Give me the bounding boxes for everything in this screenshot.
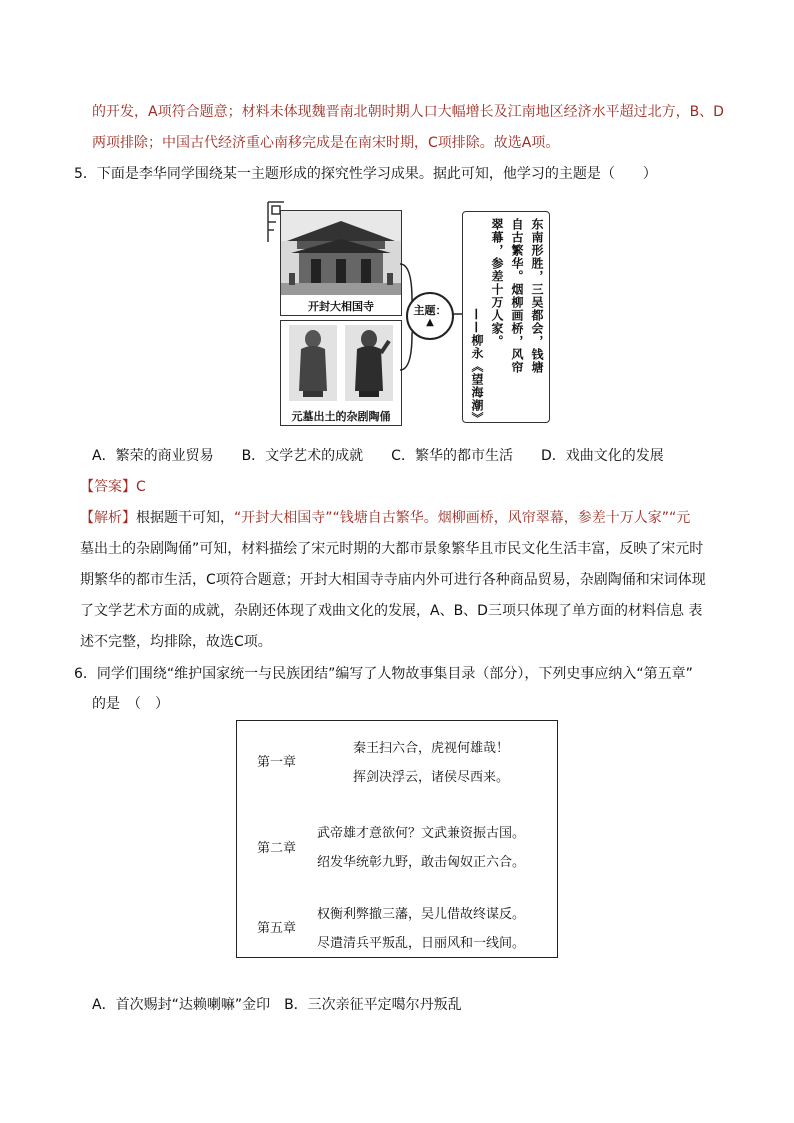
- q5-analysis-line-5: 述不完整，均排除，故选C项。: [80, 634, 272, 650]
- chapter-1-title: 第一章: [257, 755, 297, 770]
- chapter-5-line-1: 权衡利弊撤三藩，吴儿借故终谋反。: [317, 907, 526, 922]
- analysis-quote: “开封大相国寺”“钱塘自古繁华。烟柳画桥，风帘翠幕，参差十万人家”“元: [234, 510, 691, 526]
- figurine-caption: 元墓出土的杂剧陶俑: [291, 410, 391, 423]
- q5-figure: [266, 200, 550, 430]
- q4-analysis-line-1: 的开发，A项符合题意；材料未体现魏晋南北朝时期人口大幅增长及江南地区经济水平超过北方，B、D: [92, 104, 724, 120]
- q6-stem-line-1: 6．同学们围绕“维护国家统一与民族团结”编写了人物故事集目录（部分），下列史事应纳入“第五章”: [74, 666, 693, 682]
- poem-column-1: 东南形胜，三吴都会，钱塘: [530, 218, 544, 374]
- analysis-label: 【解析】: [80, 510, 136, 526]
- poem-author: ——柳永《望海潮》: [470, 308, 484, 425]
- poem-box: [462, 211, 550, 423]
- chapter-table: [236, 720, 558, 958]
- theme-triangle-icon: ▲: [426, 317, 434, 328]
- q6-options: A．首次赐封“达赖喇嘛”金印 B．三次亲征平定噶尔丹叛乱: [92, 997, 462, 1013]
- answer-value: C: [136, 479, 146, 495]
- temple-photo: [280, 210, 402, 316]
- analysis-text-1a: 根据题干可知，: [136, 510, 234, 526]
- poem-column-2: 自古繁华。烟柳画桥，风帘: [510, 218, 524, 374]
- q5-analysis-line-1: [80, 508, 690, 528]
- chapter-1-line-1: 秦王扫六合，虎视何雄哉！: [353, 741, 510, 756]
- q5-analysis-line-2: 墓出土的杂剧陶俑”可知，材料描绘了宋元时期的大都市景象繁华且市民文化生活丰富，反映了宋元时: [80, 541, 704, 557]
- figurine-photo: [280, 320, 402, 426]
- q5-analysis-line-4: 了文学艺术方面的成就，杂剧还体现了戏曲文化的发展，A、B、D三项只体现了单方面的材料信息 表: [80, 603, 703, 619]
- chapter-5-title: 第五章: [257, 921, 297, 936]
- figurine-image: [281, 321, 401, 405]
- chapter-2-line-2: 绍发华统彰九野，敢击匈奴正六合。: [317, 855, 526, 870]
- q5-answer: [80, 477, 146, 497]
- chapter-5-line-2: 尽遣清兵平叛乱，日丽风和一线间。: [317, 936, 526, 951]
- temple-image: [281, 211, 401, 295]
- q5-stem: 5．下面是李华同学围绕某一主题形成的探究性学习成果。据此可知，他学习的主题是（ ）: [74, 166, 657, 182]
- poem-column-3: 翠幕，参差十万人家。: [490, 218, 504, 348]
- q4-analysis-line-2: 两项排除；中国古代经济重心南移完成是在南宋时期，C项排除。故选A项。: [92, 135, 560, 151]
- temple-caption: 开封大相国寺: [308, 300, 374, 313]
- q5-options: A．繁荣的商业贸易 B．文学艺术的成就 C．繁华的都市生活 D．戏曲文化的发展: [92, 448, 664, 464]
- chapter-1-line-2: 挥剑决浮云，诸侯尽西来。: [353, 770, 510, 785]
- q5-analysis-line-3: 期繁华的都市生活，C项符合题意；开封大相国寺寺庙内外可进行各种商品贸易，杂剧陶俑和宋词体现: [80, 572, 706, 588]
- theme-circle: [406, 292, 454, 340]
- answer-label: 【答案】: [80, 479, 136, 495]
- theme-label: 主题：: [413, 304, 447, 317]
- chapter-2-line-1: 武帝雄才意欲何？文武兼资振古国。: [317, 826, 526, 841]
- q6-stem-line-2: 的是 （ ）: [92, 696, 169, 712]
- chapter-2-title: 第二章: [257, 841, 297, 856]
